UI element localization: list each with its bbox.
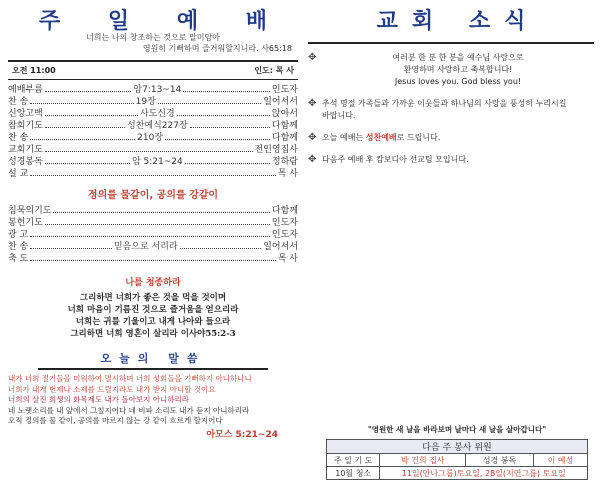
news-highlight: 성찬예배 (365, 133, 397, 142)
service-table-heading: 다음 주 봉사 위원 (327, 440, 588, 454)
order-leader: 전인영집사 (254, 145, 298, 155)
dot-leader (183, 91, 270, 92)
order-label: 신앙고백 (8, 109, 43, 119)
today-word-line: 오직 정의를 물 같이, 공의를 마르지 않는 강 같이 흐르게 할지어다 (8, 416, 223, 425)
today-word-line: 네 노랫소리를 내 앞에서 그칠지어다 네 비파 소리도 내가 듣지 아니하리라 (8, 405, 250, 415)
dot-leader (165, 139, 270, 140)
news-line: 바랍니다. (322, 111, 356, 120)
today-word-text (8, 374, 298, 427)
worship-presider: 인도: 목 사 (254, 66, 294, 75)
order-row (8, 241, 298, 253)
today-word-title: 오늘의 말씀 (100, 352, 206, 365)
dot-leader (158, 103, 261, 104)
order-label: 예배부름 (8, 85, 43, 95)
order-label: 참회기도 (8, 121, 43, 131)
table-cell: 박 건희 집사 (380, 454, 466, 467)
order-leader: 다함께 (271, 206, 298, 216)
proclaim-line: 그리하면 너희 영혼이 살리라 이사야55:2-3 (70, 329, 236, 339)
news-item (308, 98, 594, 122)
proclaim-line: 너희는 귀를 기울이고 내게 나아와 들으라 (75, 317, 231, 327)
proclaim-verse (8, 292, 298, 340)
table-cell: 11일(안나그룹)토요일, 28일(지연그룹) 토요일 (380, 467, 588, 480)
today-word-line: 내가 너희 절기들을 미워하여 멸시하며 너희 성회들을 기뻐하지 아니하나니 (8, 374, 252, 383)
news-line: Jesus loves you. God bless you! (394, 77, 522, 86)
dot-leader (30, 103, 133, 104)
order-detail: 19장 (135, 97, 156, 107)
cross-icon: ✥ (308, 154, 317, 165)
order-leader: 다함께 (271, 121, 298, 131)
vision-banner: "영원한 새 날을 바라보며 날마다 새 날을 살아갑니다" (367, 425, 547, 434)
news-item (308, 154, 594, 166)
order-label: 찬 송 (8, 97, 29, 107)
order-leader: 일어서서 (263, 97, 298, 107)
order-row (8, 156, 298, 168)
worship-meta (8, 60, 298, 80)
order-label: 교회기도 (8, 145, 43, 155)
sermon-section-heading: 정의를 물같이, 공의를 강같이 (87, 190, 219, 201)
order-label: 침묵의기도 (8, 206, 52, 216)
order-label: 찬 송 (8, 242, 29, 252)
news-title: 교회 소식 (376, 8, 540, 34)
order-row (8, 96, 298, 108)
today-word-reference: 아모스 5:21~24 (206, 429, 278, 440)
order-label: 광 고 (8, 230, 29, 240)
order-row (8, 108, 298, 120)
order-row (8, 217, 298, 229)
header-verse-line1: 너희는 나의 창조하는 것으로 말미암아 (86, 33, 220, 42)
cross-icon: ✥ (308, 52, 317, 63)
news-line: 환영하며 사랑하고 축복합니다! (403, 65, 513, 74)
proclaim-line: 너희 마음이 기름진 것으로 즐거움을 얻으리라 (67, 305, 239, 315)
news-text: 로 드립니다. (396, 133, 441, 142)
order-detail: 성찬예식227장 (127, 121, 188, 131)
dot-leader (30, 260, 276, 261)
table-cell: 주 일 기 도 (327, 454, 380, 467)
order-row (8, 229, 298, 241)
order-of-worship (8, 84, 298, 180)
today-word-line: 너희의 살진 희생의 화목제도 내가 돌아보지 아니하리라 (8, 395, 189, 404)
news-divider (308, 42, 594, 44)
dot-leader (185, 163, 270, 164)
proclaim-title: 나를 청종하라 (125, 278, 181, 288)
order-row (8, 84, 298, 96)
header-verse-line2: 영원히 기뻐하며 즐거워할지니라. 사65:18 (142, 44, 292, 53)
order-detail: 사도신경 (139, 109, 175, 119)
service-volunteer-table (326, 439, 588, 480)
order-row (8, 205, 298, 217)
news-text: 오늘 예배는 (322, 133, 366, 142)
order-of-worship-after (8, 205, 298, 265)
order-label: 찬 송 (8, 133, 29, 143)
cross-icon: ✥ (308, 98, 317, 109)
order-row (8, 253, 298, 265)
worship-time: 오전 11:00 (12, 66, 56, 75)
dot-leader (30, 175, 276, 176)
worship-column (8, 6, 298, 496)
order-leader: 목 사 (277, 169, 298, 179)
dot-leader (30, 236, 270, 237)
news-line: 여러분 한 분 한 분을 예수님 사랑으로 (392, 53, 524, 62)
news-item (308, 52, 594, 88)
order-leader: 인도자 (271, 85, 298, 95)
dot-leader (45, 127, 125, 128)
order-label: 설 교 (8, 169, 29, 179)
dot-leader (45, 91, 132, 92)
dot-leader (190, 127, 270, 128)
table-cell: 10월 청소 (327, 467, 380, 480)
dot-leader (45, 151, 253, 152)
order-label: 성경봉독 (8, 157, 43, 167)
cross-icon: ✥ (308, 132, 317, 143)
order-leader: 일어서서 (263, 242, 299, 252)
order-leader: 목 사 (277, 254, 298, 264)
order-leader: 다함께 (271, 133, 298, 143)
proclaim-line: 그리하면 너희가 좋은 것을 먹을 것이며 (79, 293, 227, 303)
table-cell: 성경 봉독 (466, 454, 534, 467)
dot-leader (53, 212, 269, 213)
order-row (8, 120, 298, 132)
table-cell: 이 예성 (533, 454, 587, 467)
dot-leader (177, 115, 270, 116)
order-leader: 인도자 (271, 218, 298, 228)
order-detail: 210장 (137, 133, 164, 143)
order-label: 봉헌기도 (8, 218, 43, 228)
dot-leader (30, 139, 135, 140)
order-detail: 암 5:21~24 (131, 157, 183, 167)
order-label: 축 도 (8, 254, 29, 264)
order-detail: 믿음으로 서리라 (113, 242, 178, 252)
dot-leader (30, 248, 112, 249)
dot-leader (45, 163, 130, 164)
order-row (8, 168, 298, 180)
dot-leader (45, 224, 270, 225)
news-line: 추석 명절 가족들과 가까운 이웃들과 하나님의 사랑을 풍성히 누리시길 (322, 99, 567, 108)
news-column (308, 6, 594, 496)
news-line: 다음주 예배 후 캄보디아 선교팀 모입니다. (322, 155, 469, 164)
order-leader: 앉아서 (271, 109, 298, 119)
order-row (8, 132, 298, 144)
worship-title: 주 일 예 배 (39, 8, 287, 34)
news-item (308, 132, 594, 144)
dot-leader (45, 115, 138, 116)
order-leader: 인도자 (271, 230, 298, 240)
today-word-line: 너희가 내게 번제나 소제를 드릴지라도 내가 받지 아니할 것이요 (8, 384, 216, 394)
order-row (8, 144, 298, 156)
today-word-divider (38, 368, 268, 370)
order-detail: 암7:13~14 (133, 85, 182, 95)
dot-leader (180, 248, 262, 249)
order-leader: 정하람 (271, 157, 299, 167)
